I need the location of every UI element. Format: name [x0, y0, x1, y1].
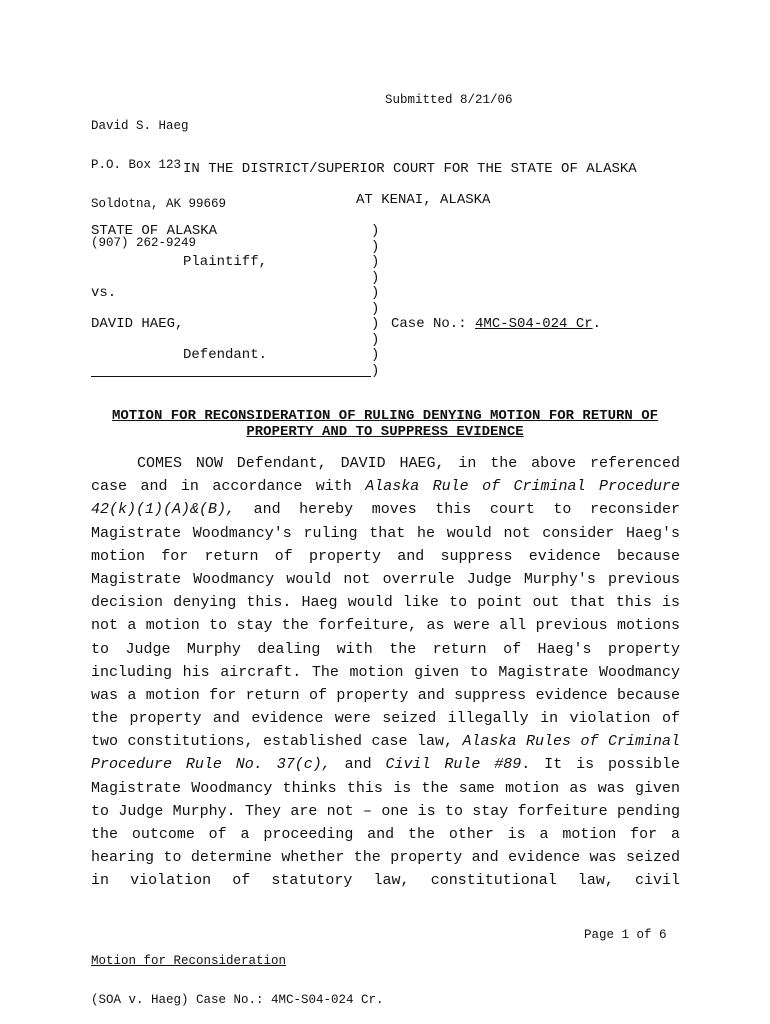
- body-line: the property and evidence were seized illegally in violation of: [91, 710, 680, 728]
- body-line: decision denying this. Haeg would like to point out that this is: [91, 594, 680, 612]
- rule-citation: Alaska Rule of Criminal Procedure: [365, 478, 680, 496]
- author-phone: (907) 262-9249: [91, 236, 197, 250]
- body-line: two constitutions, established case law, Alaska Rules of Criminal: [91, 733, 680, 751]
- rule-citation: Alaska Rules of Criminal: [462, 733, 680, 751]
- submitted-date: Submitted 8/21/06: [385, 93, 513, 107]
- footer-left: [91, 929, 384, 1020]
- caption-parentheses: ) ) ) ) ) ) ) ) ) ): [371, 223, 380, 379]
- body-line: in violation of statutory law, constitutional law, civil: [91, 872, 680, 890]
- footer-case-ref: (SOA v. Haeg) Case No.: 4MC-S04-024 Cr.: [91, 993, 384, 1007]
- caption-rule: [91, 376, 371, 377]
- court-heading: IN THE DISTRICT/SUPERIOR COURT FOR THE STATE OF ALASKA: [183, 161, 637, 177]
- body-line: to Judge Murphy. They are not – one is to stay forfeiture pending: [91, 802, 680, 820]
- defendant-role: Defendant.: [183, 347, 268, 363]
- versus: vs.: [91, 285, 117, 301]
- body-line: including his aircraft. The motion given to Magistrate Woodmancy: [91, 663, 680, 681]
- body-line: 42(k)(1)(A)&(B), and hereby moves this court to reconsider: [91, 501, 680, 519]
- body-line: case and in accordance with Alaska Rule of Criminal Procedure: [91, 478, 680, 496]
- author-city: Soldotna, AK 99669: [91, 197, 227, 211]
- body-line: the outcome of a proceeding and the other is a motion for a: [91, 826, 680, 843]
- case-number: 4MC-S04-024 Cr: [475, 316, 593, 332]
- court-location: AT KENAI, ALASKA: [356, 192, 491, 208]
- body-line: to Judge Murphy dealing with the return of Haeg's property: [91, 640, 680, 658]
- case-number-line: [391, 316, 601, 332]
- body-line: Magistrate Woodmancy would not overrule Judge Murphy's previous: [91, 570, 680, 588]
- body-line: Magistrate Woodmancy thinks this is the same motion as was given: [91, 779, 680, 797]
- footer-doc-title: Motion for Reconsideration: [91, 954, 287, 968]
- body-line: not a motion to stay the forfeiture, as were all previous motions: [91, 617, 680, 635]
- motion-body: [91, 452, 680, 893]
- motion-title: [86, 408, 684, 440]
- body-line: hearing to determine whether the property and evidence was seized: [91, 849, 680, 867]
- rule-citation: Procedure Rule No. 37(c),: [91, 756, 331, 774]
- body-line: Procedure Rule No. 37(c), and Civil Rule #89. It is possible: [91, 756, 680, 774]
- author-name: David S. Haeg: [91, 119, 189, 133]
- plaintiff-name: STATE OF ALASKA: [91, 223, 218, 239]
- body-line: Magistrate Woodmancy's ruling that he would not consider Haeg's: [91, 524, 680, 542]
- plaintiff-role: Plaintiff,: [183, 254, 268, 270]
- case-label: Case No.:: [391, 316, 476, 332]
- rule-citation: 42(k)(1)(A)&(B),: [91, 501, 236, 519]
- body-line: was a motion for return of property and suppress evidence because: [91, 686, 680, 704]
- motion-title-line1: MOTION FOR RECONSIDERATION OF RULING DENYING MOTION FOR RETURN OF: [111, 408, 659, 424]
- body-line: COMES NOW Defendant, DAVID HAEG, in the above referenced: [137, 455, 680, 472]
- case-period: .: [592, 316, 602, 332]
- defendant-name: DAVID HAEG,: [91, 316, 184, 332]
- motion-title-line2: PROPERTY AND TO SUPPRESS EVIDENCE: [246, 424, 524, 440]
- page-number: Page 1 of 6: [584, 928, 667, 942]
- author-box: P.O. Box 123: [91, 158, 182, 172]
- body-line: motion for return of property and suppress evidence because: [91, 547, 680, 565]
- rule-citation: Civil Rule #89: [385, 756, 522, 774]
